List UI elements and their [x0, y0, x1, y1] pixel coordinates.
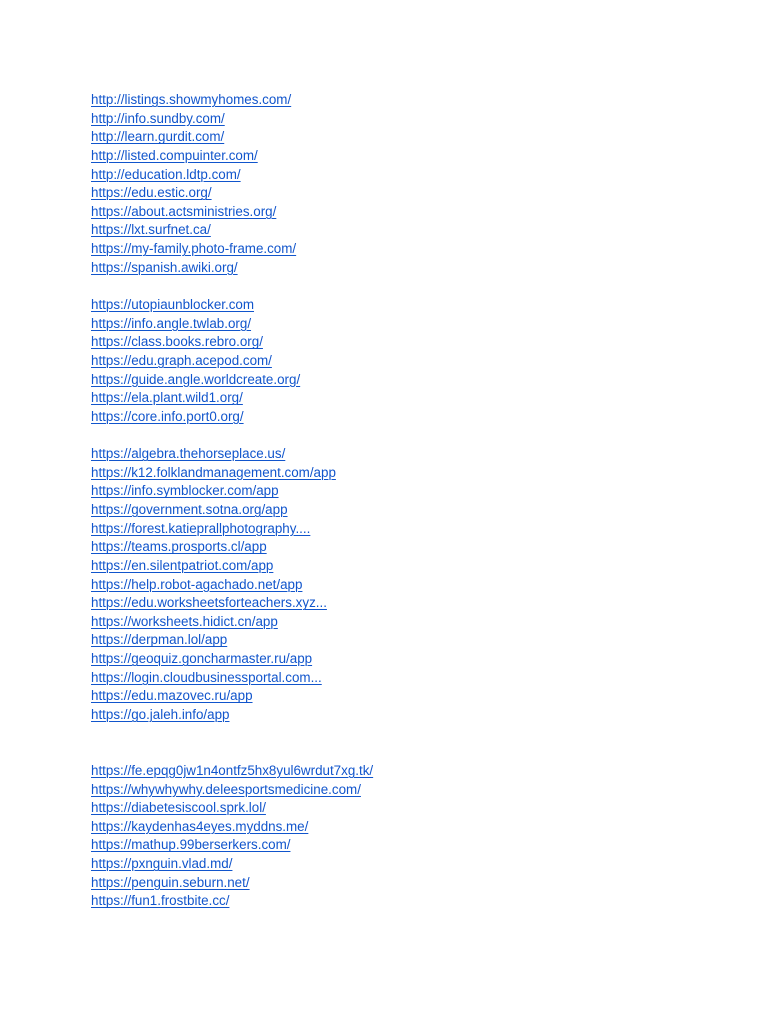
url-link[interactable]: https://fun1.frostbite.cc/ — [91, 893, 230, 909]
url-link[interactable]: https://mathup.99berserkers.com/ — [91, 837, 291, 853]
url-link[interactable]: https://forest.katieprallphotography.... — [91, 520, 311, 536]
url-link[interactable]: https://guide.angle.worldcreate.org/ — [91, 371, 301, 387]
url-link[interactable]: https://k12.folklandmanagement.com/app — [91, 464, 336, 480]
url-link[interactable]: https://geoquiz.goncharmaster.ru/app — [91, 651, 313, 667]
url-link[interactable]: https://fe.epqg0jw1n4ontfz5hx8yul6wrdut7xg.tk/ — [91, 762, 374, 778]
url-group-1 — [91, 91, 711, 277]
url-link[interactable]: https://class.books.rebro.org/ — [91, 334, 263, 350]
url-link[interactable]: https://teams.prosports.cl/app — [91, 539, 267, 555]
url-link[interactable]: http://learn.gurdit.com/ — [91, 129, 225, 145]
url-group-3 — [91, 445, 711, 725]
url-list — [91, 91, 711, 911]
url-link[interactable]: https://info.angle.twlab.org/ — [91, 315, 252, 331]
url-link[interactable]: https://penguin.seburn.net/ — [91, 874, 250, 890]
url-link[interactable]: https://edu.estic.org/ — [91, 185, 212, 201]
url-link[interactable]: https://edu.graph.acepod.com/ — [91, 352, 272, 368]
url-group-2 — [91, 296, 711, 426]
url-link[interactable]: http://info.sundby.com/ — [91, 110, 225, 126]
url-link[interactable]: https://about.actsministries.org/ — [91, 203, 277, 219]
url-link[interactable]: https://pxnguin.vlad.md/ — [91, 856, 233, 872]
url-link[interactable]: https://go.jaleh.info/app — [91, 707, 230, 723]
url-link[interactable]: https://info.symblocker.com/app — [91, 483, 279, 499]
url-link[interactable]: https://worksheets.hidict.cn/app — [91, 613, 278, 629]
url-link[interactable]: https://my-family.photo-frame.com/ — [91, 241, 297, 257]
url-link[interactable]: https://help.robot-agachado.net/app — [91, 576, 303, 592]
url-link[interactable]: https://kaydenhas4eyes.myddns.me/ — [91, 818, 309, 834]
url-link[interactable]: https://en.silentpatriot.com/app — [91, 557, 274, 573]
url-link[interactable]: https://utopiaunblocker.com — [91, 297, 255, 312]
url-link[interactable]: https://government.sotna.org/app — [91, 502, 288, 517]
url-group-4 — [91, 762, 711, 911]
url-link[interactable]: https://edu.mazovec.ru/app — [91, 688, 253, 704]
url-link[interactable]: https://lxt.surfnet.ca/ — [91, 222, 211, 238]
url-link[interactable]: http://listed.compuinter.com/ — [91, 147, 258, 163]
url-link[interactable]: https://diabetesiscool.sprk.lol/ — [91, 800, 266, 816]
url-link[interactable]: https://whywhywhy.deleesportsmedicine.com/ — [91, 781, 361, 797]
url-link[interactable]: https://ela.plant.wild1.org/ — [91, 390, 243, 406]
url-link[interactable]: https://spanish.awiki.org/ — [91, 259, 238, 275]
url-link[interactable]: http://listings.showmyhomes.com/ — [91, 92, 292, 107]
url-link[interactable]: https://derpman.lol/app — [91, 632, 228, 648]
url-link[interactable]: http://education.ldtp.com/ — [91, 166, 241, 182]
url-link[interactable]: https://edu.worksheetsforteachers.xyz... — [91, 595, 327, 611]
url-link[interactable]: https://algebra.thehorseplace.us/ — [91, 446, 286, 462]
url-link[interactable]: https://login.cloudbusinessportal.com... — [91, 669, 322, 685]
url-link[interactable]: https://core.info.port0.org/ — [91, 408, 244, 424]
